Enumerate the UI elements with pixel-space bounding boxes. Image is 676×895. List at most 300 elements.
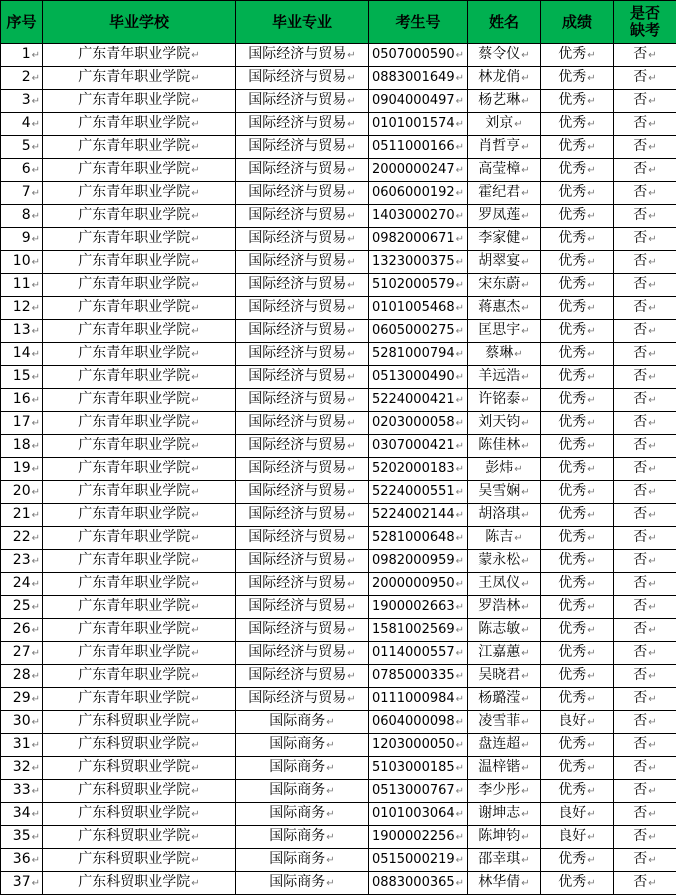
cell-name[interactable] xyxy=(468,343,541,366)
cell-major[interactable] xyxy=(236,44,369,67)
cell-school[interactable] xyxy=(43,44,236,67)
table-row[interactable] xyxy=(1,619,676,642)
cell-name[interactable] xyxy=(468,44,541,67)
cell-major[interactable] xyxy=(236,412,369,435)
cell-seq[interactable] xyxy=(1,527,43,550)
table-row[interactable] xyxy=(1,665,676,688)
return-mark-icon: ↵ xyxy=(326,740,334,751)
cell-exam-no[interactable] xyxy=(369,527,468,550)
cell-absent[interactable] xyxy=(614,366,676,389)
cell-absent[interactable] xyxy=(614,688,676,711)
cell-grade[interactable] xyxy=(541,67,614,90)
cell-seq[interactable] xyxy=(1,711,43,734)
cell-exam-no[interactable] xyxy=(369,228,468,251)
cell-grade[interactable] xyxy=(541,297,614,320)
table-row[interactable] xyxy=(1,780,676,803)
cell-seq[interactable] xyxy=(1,596,43,619)
cell-exam-no[interactable] xyxy=(369,757,468,780)
cell-seq[interactable] xyxy=(1,481,43,504)
cell-exam-no[interactable] xyxy=(369,412,468,435)
cell-major[interactable] xyxy=(236,642,369,665)
cell-name[interactable] xyxy=(468,527,541,550)
cell-name[interactable] xyxy=(468,849,541,872)
cell-seq[interactable] xyxy=(1,872,43,895)
table-row[interactable] xyxy=(1,320,676,343)
cell-major[interactable] xyxy=(236,619,369,642)
cell-seq[interactable] xyxy=(1,757,43,780)
cell-major[interactable] xyxy=(236,343,369,366)
cell-grade[interactable] xyxy=(541,596,614,619)
cell-grade[interactable] xyxy=(541,366,614,389)
cell-major[interactable] xyxy=(236,366,369,389)
cell-exam-no[interactable] xyxy=(369,688,468,711)
cell-exam-no[interactable] xyxy=(369,343,468,366)
cell-seq[interactable] xyxy=(1,182,43,205)
cell-exam-no-text: 0883001649 xyxy=(372,70,455,85)
cell-absent[interactable] xyxy=(614,481,676,504)
cell-grade[interactable] xyxy=(541,274,614,297)
cell-major[interactable] xyxy=(236,504,369,527)
cell-school[interactable] xyxy=(43,504,236,527)
cell-seq[interactable] xyxy=(1,688,43,711)
cell-school[interactable] xyxy=(43,159,236,182)
table-row[interactable] xyxy=(1,849,676,872)
cell-name[interactable] xyxy=(468,711,541,734)
cell-exam-no[interactable] xyxy=(369,274,468,297)
cell-grade[interactable] xyxy=(541,113,614,136)
cell-exam-no[interactable] xyxy=(369,872,468,895)
cell-exam-no[interactable] xyxy=(369,67,468,90)
cell-grade[interactable] xyxy=(541,665,614,688)
table-row[interactable] xyxy=(1,274,676,297)
cell-school[interactable] xyxy=(43,780,236,803)
cell-name[interactable] xyxy=(468,688,541,711)
cell-absent[interactable] xyxy=(614,573,676,596)
cell-seq[interactable] xyxy=(1,136,43,159)
cell-absent[interactable] xyxy=(614,504,676,527)
cell-name[interactable] xyxy=(468,205,541,228)
table-row[interactable] xyxy=(1,297,676,320)
cell-absent[interactable] xyxy=(614,550,676,573)
cell-major[interactable] xyxy=(236,711,369,734)
table-row[interactable] xyxy=(1,44,676,67)
cell-exam-no[interactable] xyxy=(369,182,468,205)
cell-absent[interactable] xyxy=(614,251,676,274)
cell-absent[interactable] xyxy=(614,113,676,136)
cell-major[interactable] xyxy=(236,458,369,481)
cell-school[interactable] xyxy=(43,803,236,826)
table-row[interactable] xyxy=(1,389,676,412)
cell-school[interactable] xyxy=(43,274,236,297)
cell-major[interactable] xyxy=(236,849,369,872)
cell-absent[interactable] xyxy=(614,343,676,366)
cell-name[interactable] xyxy=(468,619,541,642)
cell-exam-no[interactable] xyxy=(369,550,468,573)
cell-absent[interactable] xyxy=(614,458,676,481)
cell-school[interactable] xyxy=(43,527,236,550)
cell-absent[interactable] xyxy=(614,159,676,182)
cell-exam-no[interactable] xyxy=(369,849,468,872)
cell-grade[interactable] xyxy=(541,619,614,642)
cell-name[interactable] xyxy=(468,872,541,895)
cell-name[interactable] xyxy=(468,435,541,458)
cell-grade[interactable] xyxy=(541,849,614,872)
cell-grade[interactable] xyxy=(541,481,614,504)
cell-major[interactable] xyxy=(236,228,369,251)
cell-seq[interactable] xyxy=(1,274,43,297)
cell-name[interactable] xyxy=(468,412,541,435)
cell-grade[interactable] xyxy=(541,435,614,458)
cell-school[interactable] xyxy=(43,67,236,90)
cell-absent[interactable] xyxy=(614,734,676,757)
cell-seq[interactable] xyxy=(1,435,43,458)
cell-grade[interactable] xyxy=(541,872,614,895)
cell-absent[interactable] xyxy=(614,205,676,228)
cell-seq[interactable] xyxy=(1,113,43,136)
cell-grade[interactable] xyxy=(541,90,614,113)
cell-grade[interactable] xyxy=(541,412,614,435)
table-row[interactable] xyxy=(1,711,676,734)
cell-school[interactable] xyxy=(43,458,236,481)
cell-seq[interactable] xyxy=(1,734,43,757)
cell-absent[interactable] xyxy=(614,228,676,251)
cell-absent[interactable] xyxy=(614,297,676,320)
cell-name[interactable] xyxy=(468,228,541,251)
cell-absent[interactable] xyxy=(614,619,676,642)
table-row[interactable] xyxy=(1,826,676,849)
cell-exam-no[interactable] xyxy=(369,320,468,343)
table-row[interactable] xyxy=(1,596,676,619)
cell-major[interactable] xyxy=(236,90,369,113)
cell-seq[interactable] xyxy=(1,297,43,320)
table-row[interactable] xyxy=(1,90,676,113)
cell-school[interactable] xyxy=(43,205,236,228)
cell-absent[interactable] xyxy=(614,320,676,343)
cell-major[interactable] xyxy=(236,872,369,895)
cell-school[interactable] xyxy=(43,366,236,389)
cell-exam-no[interactable] xyxy=(369,642,468,665)
cell-grade[interactable] xyxy=(541,228,614,251)
cell-exam-no[interactable] xyxy=(369,136,468,159)
cell-major[interactable] xyxy=(236,297,369,320)
cell-name[interactable] xyxy=(468,67,541,90)
cell-school[interactable] xyxy=(43,665,236,688)
table-row[interactable] xyxy=(1,734,676,757)
cell-school[interactable] xyxy=(43,251,236,274)
cell-grade[interactable] xyxy=(541,136,614,159)
cell-absent[interactable] xyxy=(614,711,676,734)
table-row[interactable] xyxy=(1,872,676,895)
cell-name[interactable] xyxy=(468,136,541,159)
table-row[interactable] xyxy=(1,458,676,481)
cell-exam-no[interactable] xyxy=(369,619,468,642)
cell-name[interactable] xyxy=(468,297,541,320)
cell-absent[interactable] xyxy=(614,67,676,90)
cell-name[interactable] xyxy=(468,573,541,596)
cell-exam-no[interactable] xyxy=(369,159,468,182)
cell-school[interactable] xyxy=(43,320,236,343)
cell-absent[interactable] xyxy=(614,757,676,780)
table-row[interactable] xyxy=(1,527,676,550)
cell-major[interactable] xyxy=(236,113,369,136)
cell-name[interactable] xyxy=(468,757,541,780)
cell-absent[interactable] xyxy=(614,389,676,412)
cell-seq[interactable] xyxy=(1,366,43,389)
table-row[interactable] xyxy=(1,504,676,527)
cell-grade[interactable] xyxy=(541,757,614,780)
cell-grade[interactable] xyxy=(541,734,614,757)
cell-name[interactable] xyxy=(468,389,541,412)
cell-school[interactable] xyxy=(43,688,236,711)
cell-exam-no[interactable] xyxy=(369,826,468,849)
cell-major[interactable] xyxy=(236,67,369,90)
table-row[interactable] xyxy=(1,412,676,435)
cell-grade[interactable] xyxy=(541,527,614,550)
cell-absent[interactable] xyxy=(614,527,676,550)
cell-grade[interactable] xyxy=(541,44,614,67)
table-row[interactable] xyxy=(1,343,676,366)
cell-grade[interactable] xyxy=(541,803,614,826)
cell-grade[interactable] xyxy=(541,711,614,734)
cell-exam-no[interactable] xyxy=(369,297,468,320)
table-row[interactable] xyxy=(1,366,676,389)
cell-seq[interactable] xyxy=(1,389,43,412)
cell-exam-no[interactable] xyxy=(369,90,468,113)
cell-absent[interactable] xyxy=(614,642,676,665)
cell-school[interactable] xyxy=(43,642,236,665)
cell-seq[interactable] xyxy=(1,228,43,251)
cell-major[interactable] xyxy=(236,435,369,458)
cell-name[interactable] xyxy=(468,642,541,665)
cell-school[interactable] xyxy=(43,734,236,757)
cell-exam-no[interactable] xyxy=(369,435,468,458)
cell-absent[interactable] xyxy=(614,826,676,849)
cell-exam-no[interactable] xyxy=(369,803,468,826)
cell-absent[interactable] xyxy=(614,90,676,113)
cell-school[interactable] xyxy=(43,297,236,320)
cell-seq[interactable] xyxy=(1,320,43,343)
table-row[interactable] xyxy=(1,573,676,596)
cell-seq[interactable] xyxy=(1,251,43,274)
cell-major[interactable] xyxy=(236,389,369,412)
cell-seq[interactable] xyxy=(1,458,43,481)
table-row[interactable] xyxy=(1,757,676,780)
cell-major[interactable] xyxy=(236,481,369,504)
cell-absent[interactable] xyxy=(614,849,676,872)
cell-absent[interactable] xyxy=(614,182,676,205)
cell-exam-no[interactable] xyxy=(369,458,468,481)
cell-exam-no[interactable] xyxy=(369,366,468,389)
cell-major[interactable] xyxy=(236,136,369,159)
cell-grade[interactable] xyxy=(541,159,614,182)
cell-grade[interactable] xyxy=(541,550,614,573)
cell-grade[interactable] xyxy=(541,343,614,366)
cell-major[interactable] xyxy=(236,527,369,550)
table-row[interactable] xyxy=(1,251,676,274)
cell-major[interactable] xyxy=(236,688,369,711)
cell-seq[interactable] xyxy=(1,849,43,872)
cell-seq[interactable] xyxy=(1,44,43,67)
cell-school[interactable] xyxy=(43,113,236,136)
cell-name[interactable] xyxy=(468,274,541,297)
cell-absent[interactable] xyxy=(614,872,676,895)
cell-grade[interactable] xyxy=(541,389,614,412)
table-row[interactable] xyxy=(1,435,676,458)
cell-seq[interactable] xyxy=(1,573,43,596)
cell-grade[interactable] xyxy=(541,642,614,665)
cell-school[interactable] xyxy=(43,872,236,895)
table-row[interactable] xyxy=(1,550,676,573)
cell-major[interactable] xyxy=(236,251,369,274)
cell-name[interactable] xyxy=(468,159,541,182)
table-row[interactable] xyxy=(1,136,676,159)
cell-school[interactable] xyxy=(43,550,236,573)
cell-major[interactable] xyxy=(236,550,369,573)
table-row[interactable] xyxy=(1,228,676,251)
cell-name[interactable] xyxy=(468,251,541,274)
cell-grade[interactable] xyxy=(541,251,614,274)
cell-absent[interactable] xyxy=(614,780,676,803)
cell-absent[interactable] xyxy=(614,803,676,826)
cell-name[interactable] xyxy=(468,803,541,826)
cell-school[interactable] xyxy=(43,711,236,734)
cell-absent[interactable] xyxy=(614,274,676,297)
cell-school[interactable] xyxy=(43,757,236,780)
cell-major[interactable] xyxy=(236,826,369,849)
cell-name[interactable] xyxy=(468,320,541,343)
cell-grade[interactable] xyxy=(541,320,614,343)
table-row[interactable] xyxy=(1,205,676,228)
cell-school[interactable] xyxy=(43,412,236,435)
cell-major[interactable] xyxy=(236,159,369,182)
cell-exam-no[interactable] xyxy=(369,573,468,596)
cell-school[interactable] xyxy=(43,343,236,366)
table-row[interactable] xyxy=(1,642,676,665)
cell-name[interactable] xyxy=(468,366,541,389)
cell-seq[interactable] xyxy=(1,780,43,803)
cell-grade[interactable] xyxy=(541,504,614,527)
cell-name[interactable] xyxy=(468,596,541,619)
cell-name[interactable] xyxy=(468,780,541,803)
cell-seq[interactable] xyxy=(1,665,43,688)
cell-grade[interactable] xyxy=(541,182,614,205)
cell-major[interactable] xyxy=(236,320,369,343)
cell-name[interactable] xyxy=(468,113,541,136)
cell-grade[interactable] xyxy=(541,205,614,228)
cell-major[interactable] xyxy=(236,757,369,780)
cell-name[interactable] xyxy=(468,182,541,205)
cell-school[interactable] xyxy=(43,389,236,412)
table-row[interactable] xyxy=(1,803,676,826)
table-row[interactable] xyxy=(1,67,676,90)
cell-name[interactable] xyxy=(468,504,541,527)
cell-major[interactable] xyxy=(236,182,369,205)
cell-seq[interactable] xyxy=(1,205,43,228)
cell-absent[interactable] xyxy=(614,435,676,458)
cell-seq[interactable] xyxy=(1,90,43,113)
cell-school[interactable] xyxy=(43,228,236,251)
cell-major[interactable] xyxy=(236,803,369,826)
cell-grade[interactable] xyxy=(541,688,614,711)
cell-school[interactable] xyxy=(43,136,236,159)
cell-major[interactable] xyxy=(236,274,369,297)
cell-major[interactable] xyxy=(236,665,369,688)
cell-absent[interactable] xyxy=(614,136,676,159)
cell-major[interactable] xyxy=(236,573,369,596)
cell-grade[interactable] xyxy=(541,573,614,596)
cell-exam-no[interactable] xyxy=(369,205,468,228)
cell-major[interactable] xyxy=(236,596,369,619)
cell-school[interactable] xyxy=(43,435,236,458)
cell-absent[interactable] xyxy=(614,412,676,435)
cell-seq[interactable] xyxy=(1,550,43,573)
cell-exam-no[interactable] xyxy=(369,596,468,619)
cell-grade[interactable] xyxy=(541,458,614,481)
cell-school[interactable] xyxy=(43,182,236,205)
cell-name[interactable] xyxy=(468,665,541,688)
cell-seq[interactable] xyxy=(1,159,43,182)
cell-seq[interactable] xyxy=(1,412,43,435)
cell-seq[interactable] xyxy=(1,619,43,642)
table-row[interactable] xyxy=(1,688,676,711)
cell-seq[interactable] xyxy=(1,826,43,849)
cell-seq[interactable] xyxy=(1,67,43,90)
cell-school[interactable] xyxy=(43,826,236,849)
cell-seq[interactable] xyxy=(1,343,43,366)
cell-major[interactable] xyxy=(236,205,369,228)
cell-name[interactable] xyxy=(468,550,541,573)
cell-name[interactable] xyxy=(468,481,541,504)
cell-school[interactable] xyxy=(43,619,236,642)
cell-name[interactable] xyxy=(468,458,541,481)
cell-major[interactable] xyxy=(236,734,369,757)
cell-exam-no[interactable] xyxy=(369,780,468,803)
table-row[interactable] xyxy=(1,113,676,136)
cell-exam-no[interactable] xyxy=(369,504,468,527)
cell-school[interactable] xyxy=(43,596,236,619)
cell-school[interactable] xyxy=(43,481,236,504)
cell-absent[interactable] xyxy=(614,665,676,688)
cell-school[interactable] xyxy=(43,573,236,596)
cell-school[interactable] xyxy=(43,90,236,113)
cell-name[interactable] xyxy=(468,826,541,849)
cell-seq[interactable] xyxy=(1,803,43,826)
cell-exam-no[interactable] xyxy=(369,44,468,67)
cell-exam-no[interactable] xyxy=(369,251,468,274)
table-row[interactable] xyxy=(1,182,676,205)
cell-grade[interactable] xyxy=(541,826,614,849)
cell-grade[interactable] xyxy=(541,780,614,803)
cell-exam-no[interactable] xyxy=(369,389,468,412)
cell-exam-no[interactable] xyxy=(369,734,468,757)
cell-major-text: 国际经济与贸易 xyxy=(248,690,346,706)
cell-exam-no[interactable] xyxy=(369,665,468,688)
cell-absent[interactable] xyxy=(614,44,676,67)
cell-exam-no[interactable] xyxy=(369,711,468,734)
table-row[interactable] xyxy=(1,159,676,182)
cell-exam-no[interactable] xyxy=(369,481,468,504)
cell-name[interactable] xyxy=(468,90,541,113)
cell-absent[interactable] xyxy=(614,596,676,619)
cell-name[interactable] xyxy=(468,734,541,757)
cell-major[interactable] xyxy=(236,780,369,803)
cell-seq[interactable] xyxy=(1,642,43,665)
cell-seq[interactable] xyxy=(1,504,43,527)
cell-school[interactable] xyxy=(43,849,236,872)
cell-exam-no[interactable] xyxy=(369,113,468,136)
table-row[interactable] xyxy=(1,481,676,504)
cell-absent-text: 否 xyxy=(633,851,647,867)
